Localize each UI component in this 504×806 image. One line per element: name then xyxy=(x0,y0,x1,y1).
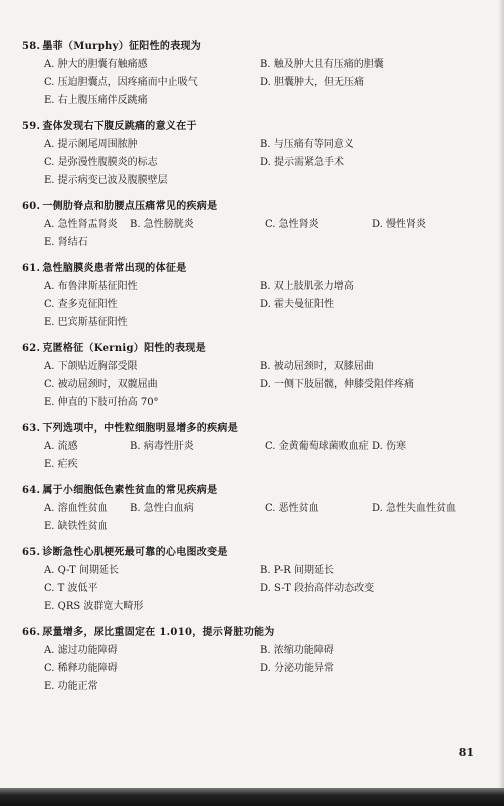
answer-option[interactable]: C. 恶性贫血 xyxy=(265,503,319,514)
answer-option[interactable]: E. 缺铁性贫血 xyxy=(44,521,108,532)
question-number: 59. xyxy=(22,121,41,132)
answer-option[interactable]: B. 急性膀胱炎 xyxy=(130,219,194,230)
question-number: 62. xyxy=(22,343,41,354)
question-number: 63. xyxy=(22,423,41,434)
answer-option[interactable]: A. 下颌贴近胸部受限 xyxy=(44,361,138,372)
question-text: 诊断急性心肌梗死最可靠的心电图改变是 xyxy=(42,547,228,558)
answer-option[interactable]: E. 疟疾 xyxy=(44,459,78,470)
question-63 xyxy=(0,422,504,470)
answer-option[interactable]: C. 急性肾炎 xyxy=(265,219,319,230)
question-stem xyxy=(22,546,228,559)
question-stem xyxy=(22,200,217,213)
question-text: 下列选项中，中性粒细胞明显增多的疾病是 xyxy=(42,423,239,434)
question-text: 尿量增多，尿比重固定在 1.010，提示肾脏功能为 xyxy=(42,627,275,638)
question-64 xyxy=(0,484,504,532)
question-text: 克匿格征（Kernig）阳性的表现是 xyxy=(42,343,206,354)
answer-option[interactable]: B. 触及肿大且有压痛的胆囊 xyxy=(260,59,384,70)
page-number: 81 xyxy=(458,746,474,759)
answer-option[interactable]: D. 急性失血性贫血 xyxy=(372,503,457,514)
answer-option[interactable]: C. 是弥漫性腹膜炎的标志 xyxy=(44,157,158,168)
answer-option[interactable]: E. 伸直的下肢可抬高 70° xyxy=(44,397,159,408)
answer-option[interactable]: B. P-R 间期延长 xyxy=(260,565,334,576)
answer-option[interactable]: D. 慢性肾炎 xyxy=(372,219,427,230)
question-60 xyxy=(0,200,504,248)
question-number: 60. xyxy=(22,201,41,212)
answer-option[interactable]: D. S-T 段抬高伴动态改变 xyxy=(260,583,375,594)
question-text: 墨菲（Murphy）征阳性的表现为 xyxy=(42,41,202,52)
question-text: 一侧肋脊点和肋腰点压痛常见的疾病是 xyxy=(42,201,218,212)
answer-option[interactable]: B. 被动屈颈时，双膝屈曲 xyxy=(260,361,374,372)
answer-option[interactable]: D. 分泌功能异常 xyxy=(260,663,335,674)
question-stem xyxy=(22,262,187,275)
answer-option[interactable]: E. 右上腹压痛伴反跳痛 xyxy=(44,95,148,106)
answer-option[interactable]: A. Q-T 间期延长 xyxy=(44,565,120,576)
answer-option[interactable]: B. 急性白血病 xyxy=(130,503,194,514)
question-stem xyxy=(22,484,217,497)
answer-option[interactable]: E. 巴宾斯基征阳性 xyxy=(44,317,128,328)
answer-option[interactable]: A. 流感 xyxy=(44,441,78,452)
question-number: 58. xyxy=(22,41,41,52)
answer-option[interactable]: E. 肾结石 xyxy=(44,237,88,248)
question-62 xyxy=(0,342,504,408)
answer-option[interactable]: E. 提示病变已波及腹膜壁层 xyxy=(44,175,168,186)
question-stem xyxy=(22,626,275,639)
question-stem xyxy=(22,342,206,355)
answer-option[interactable]: A. 急性肾盂肾炎 xyxy=(44,219,118,230)
answer-option[interactable]: B. 浓缩功能障碍 xyxy=(260,645,334,656)
answer-option[interactable]: D. 提示需紧急手术 xyxy=(260,157,345,168)
answer-option[interactable]: C. 被动屈颈时，双髋屈曲 xyxy=(44,379,158,390)
answer-option[interactable]: D. 一侧下肢屈髋，伸膝受阻伴疼痛 xyxy=(260,379,415,390)
answer-option[interactable]: E. 功能正常 xyxy=(44,681,98,692)
question-stem xyxy=(22,422,238,435)
answer-option[interactable]: A. 滤过功能障碍 xyxy=(44,645,118,656)
question-66 xyxy=(0,626,504,692)
answer-option[interactable]: D. 伤寒 xyxy=(372,441,407,452)
question-number: 64. xyxy=(22,485,41,496)
answer-option[interactable]: B. 与压痛有等同意义 xyxy=(260,139,354,150)
scan-edge xyxy=(0,788,504,806)
answer-option[interactable]: C. 查多克征阳性 xyxy=(44,299,118,310)
answer-option[interactable]: D. 胆囊肿大，但无压痛 xyxy=(260,77,365,88)
question-number: 66. xyxy=(22,627,41,638)
question-text: 急性脑膜炎患者常出现的体征是 xyxy=(42,263,187,274)
answer-option[interactable]: B. 双上肢肌张力增高 xyxy=(260,281,354,292)
answer-option[interactable]: A. 提示阑尾周围脓肿 xyxy=(44,139,138,150)
question-65 xyxy=(0,546,504,612)
question-text: 查体发现右下腹反跳痛的意义在于 xyxy=(42,121,197,132)
answer-option[interactable]: C. T 波低平 xyxy=(44,583,98,594)
answer-option[interactable]: B. 病毒性肝炎 xyxy=(130,441,194,452)
question-59 xyxy=(0,120,504,186)
question-stem xyxy=(22,120,197,133)
answer-option[interactable]: C. 稀释功能障碍 xyxy=(44,663,118,674)
answer-option[interactable]: C. 金黄葡萄球菌败血症 xyxy=(265,441,369,452)
question-number: 61. xyxy=(22,263,41,274)
question-58 xyxy=(0,40,504,106)
question-stem xyxy=(22,40,201,53)
answer-option[interactable]: D. 霍夫曼征阳性 xyxy=(260,299,335,310)
page-shadow xyxy=(498,0,504,806)
question-number: 65. xyxy=(22,547,41,558)
answer-option[interactable]: A. 布鲁津斯基征阳性 xyxy=(44,281,138,292)
answer-option[interactable]: A. 肿大的胆囊有触痛感 xyxy=(44,59,148,70)
answer-option[interactable]: A. 溶血性贫血 xyxy=(44,503,108,514)
question-61 xyxy=(0,262,504,328)
answer-option[interactable]: E. QRS 波群宽大畸形 xyxy=(44,601,144,612)
answer-option[interactable]: C. 压迫胆囊点，因疼痛而中止吸气 xyxy=(44,77,198,88)
question-text: 属于小细胞低色素性贫血的常见疾病是 xyxy=(42,485,218,496)
